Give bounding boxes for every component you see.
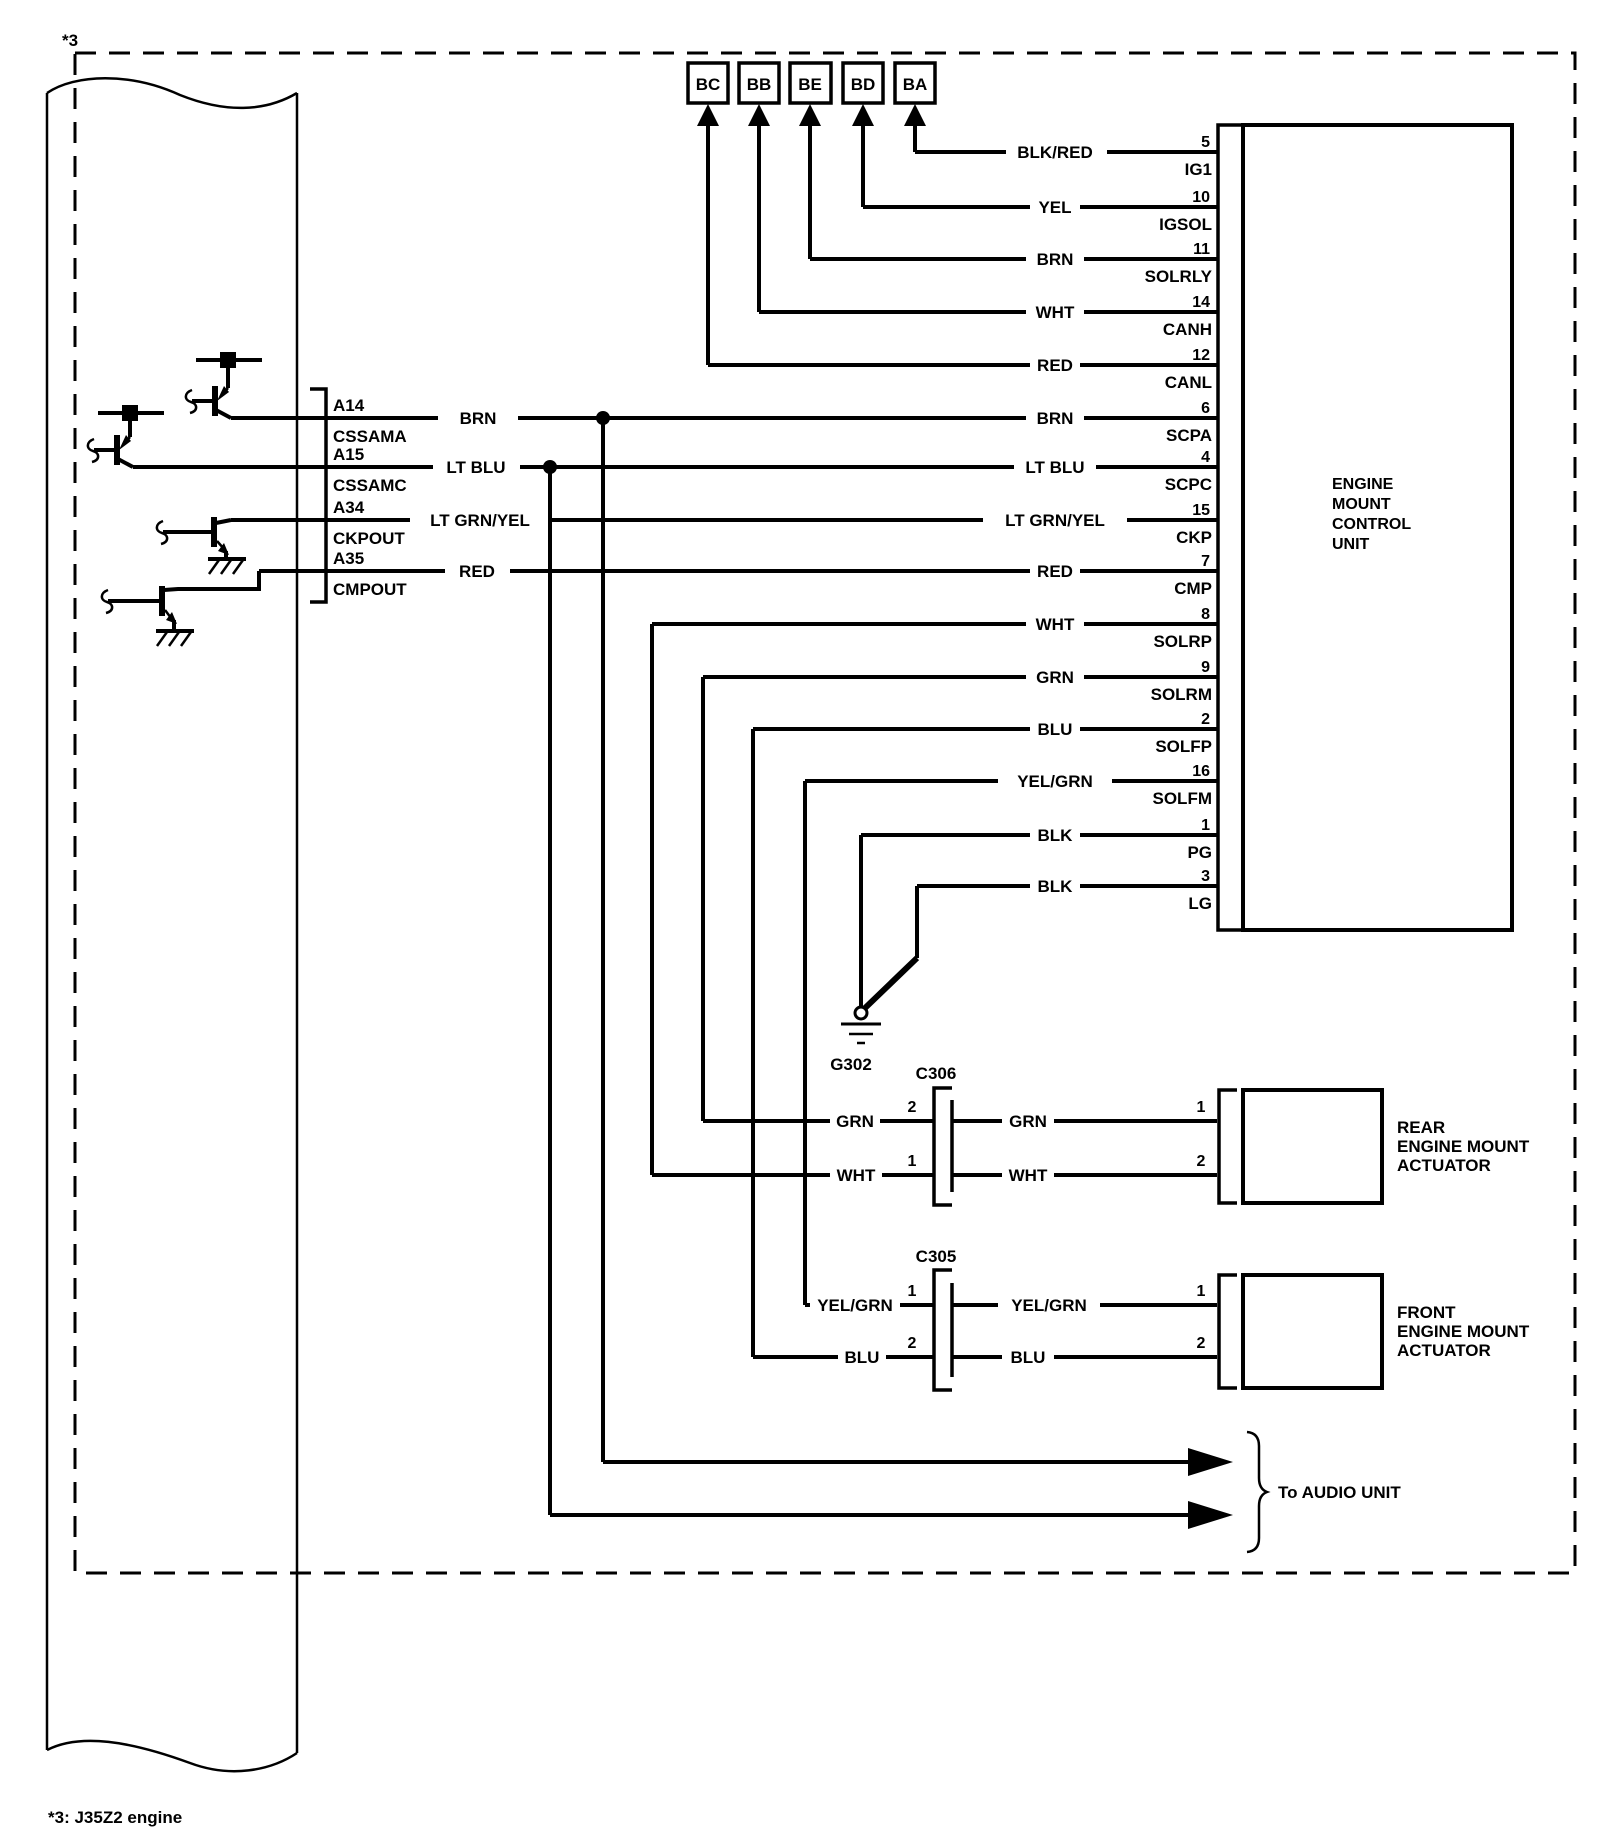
connector-c305 [753,1247,1217,1390]
actuator-label-line2: ENGINE MOUNT [1397,1322,1530,1341]
wire-label-ltblu-left: LT BLU [446,458,506,477]
left-component-band [47,78,297,1771]
pin-name: SCPC [1164,475,1212,494]
wire-label-ltblu-right: LT BLU [1025,458,1085,477]
engine-mount-control-unit [1218,125,1512,930]
up-arrow-icon [748,104,770,126]
footnote: *3: J35Z2 engine [48,1808,183,1827]
pin-row-igsol [863,189,1218,234]
terminal-a15: A15 [333,445,365,464]
wire-label-blk-red: BLK/RED [1017,143,1093,162]
pin-name: SOLFM [1152,789,1212,808]
wire-label-brn-left: BRN [459,409,497,428]
pin-name: CKP [1176,528,1212,547]
wire-label-brn-right: BRN [1036,409,1074,428]
unit-title-line1: ENGINE [1332,476,1394,493]
ground-terminal-icon [855,1007,867,1019]
pin-name: SOLRLY [1144,267,1212,286]
pin-number: 8 [1201,606,1210,623]
actuator-connector [1219,1090,1237,1203]
pin-number: 15 [1192,502,1210,519]
transistor-cssamc [88,405,164,467]
rear-actuator [1219,1090,1530,1203]
connector-label-ba: BA [902,75,928,94]
front-actuator [1219,1275,1530,1388]
connector-c306 [652,1064,1217,1205]
wire-label-brn: BRN [1036,250,1074,269]
wire-label-red-right: RED [1037,562,1073,581]
actuator-box [1243,1275,1382,1388]
actuator-label-line1: FRONT [1397,1303,1456,1322]
transistor-cssama [186,352,262,418]
cavity-number: 1 [1196,1283,1206,1300]
wire-label-yelgrn-left: YEL/GRN [817,1296,893,1315]
supply-node [122,405,138,421]
connector-label-bb: BB [746,75,772,94]
pin-row-solrp [652,606,1218,651]
unit-title-line3: CONTROL [1332,516,1412,533]
pin-number: 4 [1201,449,1210,466]
pin-row-canh [759,294,1218,339]
wire-label-wht-right: WHT [1008,1166,1048,1185]
audio-unit-leads [550,1432,1401,1552]
wire-label-grn: GRN [1036,668,1074,687]
pin-number: 2 [1201,711,1210,728]
wire-label-blu: BLU [1037,720,1073,739]
actuator-connector [1219,1275,1237,1388]
connector-label-bc: BC [695,75,721,94]
cavity-number: 2 [1196,1153,1206,1170]
connector-label: C306 [915,1064,957,1083]
pin-number: 12 [1192,347,1210,364]
pin-number: 16 [1192,763,1210,780]
pin-number: 7 [1201,553,1210,570]
pin-number: 1 [1201,817,1210,834]
up-arrow-icon [852,104,874,126]
wire-label-wht-left: WHT [836,1166,876,1185]
pin-number: 9 [1201,659,1210,676]
pin-row-pg [861,817,1218,862]
wire-label-yelgrn-right: YEL/GRN [1011,1296,1087,1315]
wire-label-yelgrn: YEL/GRN [1017,772,1093,791]
terminal-a35: A35 [333,549,365,568]
pin-name: CANH [1162,320,1212,339]
connector-half-left [934,1088,952,1205]
pin-row-lg [917,868,1218,913]
frame-note: *3 [62,31,79,50]
pin-number: 3 [1201,868,1210,885]
wire-label-grn-left: GRN [836,1112,874,1131]
pin-name: SOLRP [1153,632,1212,651]
pin-row-solrm [703,659,1218,704]
pin-name: SCPA [1166,426,1212,445]
actuator-label-line2: ENGINE MOUNT [1397,1137,1530,1156]
pin-number: 14 [1192,294,1210,311]
cavity-number: 2 [907,1335,917,1352]
pin-name-ckpout: CKPOUT [333,529,405,548]
actuator-box [1243,1090,1382,1203]
wire-label-blk: BLK [1037,877,1073,896]
pin-name-cssamc: CSSAMC [333,476,407,495]
cavity-number: 1 [907,1283,917,1300]
connector-label-bd: BD [850,75,876,94]
unit-title-line2: MOUNT [1332,496,1391,513]
wire-label-yel: YEL [1038,198,1072,217]
wire-label-ltgrnyel-right: LT GRN/YEL [1005,511,1105,530]
pin-number: 10 [1192,189,1210,206]
right-arrow-icon [1188,1501,1233,1529]
cavity-number: 2 [907,1099,917,1116]
transistor-cmpout [102,571,259,646]
up-arrow-icon [799,104,821,126]
up-arrow-icon [904,104,926,126]
wire-label-red: RED [1037,356,1073,375]
pin-name-cmpout: CMPOUT [333,580,407,599]
wire-label-blk: BLK [1037,826,1073,845]
audio-unit-label: To AUDIO UNIT [1278,1483,1401,1502]
wire-label-wht: WHT [1035,615,1075,634]
actuator-label-line1: REAR [1397,1118,1446,1137]
up-arrow-icon [697,104,719,126]
unit-title-line4: UNIT [1332,536,1370,553]
actuator-label-line3: ACTUATOR [1397,1341,1491,1360]
wire-label-wht: WHT [1035,303,1075,322]
transistor-ckpout [157,517,246,574]
pin-name: IG1 [1184,160,1212,179]
band-torn-top [47,78,297,108]
wire-label-blu-right: BLU [1010,1348,1046,1367]
pin-name: IGSOL [1159,215,1212,234]
wire-label-red-left: RED [459,562,495,581]
pin-number: 5 [1201,134,1210,151]
terminal-a34: A34 [333,498,365,517]
supply-node [220,352,236,368]
pin-row-canl [708,347,1218,392]
connector-half-left [934,1270,952,1390]
actuator-label-line3: ACTUATOR [1397,1156,1491,1175]
pin-number: 6 [1201,400,1210,417]
pin-row-solfp [753,711,1218,756]
pin-number: 11 [1193,241,1210,258]
collector-jog [164,571,259,590]
pin-row-solrly [810,241,1218,286]
pin-name: PG [1187,843,1212,862]
unit-connector-face [1218,125,1243,930]
pin-name-cssama: CSSAMA [333,427,407,446]
top-connectors [688,63,935,365]
pin-row-solfm [805,763,1218,808]
brace [1247,1432,1267,1552]
cavity-number: 1 [1196,1099,1206,1116]
cavity-number: 1 [907,1153,917,1170]
wire-blk-lg-diagonal [864,958,917,1009]
wire-label-ltgrnyel-left: LT GRN/YEL [430,511,530,530]
terminal-a14: A14 [333,396,365,415]
pin-name: CANL [1164,373,1212,392]
pin-name: SOLRM [1150,685,1212,704]
dashed-border [75,53,1575,1573]
pin-name: LG [1188,894,1212,913]
ground-g302 [830,1007,881,1074]
wire-label-blu-left: BLU [844,1348,880,1367]
pin-name: CMP [1174,579,1212,598]
ground-label: G302 [830,1055,872,1074]
cavity-number: 2 [1196,1335,1206,1352]
pin-row-ig1 [915,134,1218,179]
right-arrow-icon [1188,1448,1233,1476]
wire-label-grn-right: GRN [1009,1112,1047,1131]
band-torn-bottom [47,1741,297,1771]
pin-name: SOLFP [1155,737,1212,756]
connector-label-be: BE [798,75,822,94]
connector-label: C305 [915,1247,957,1266]
